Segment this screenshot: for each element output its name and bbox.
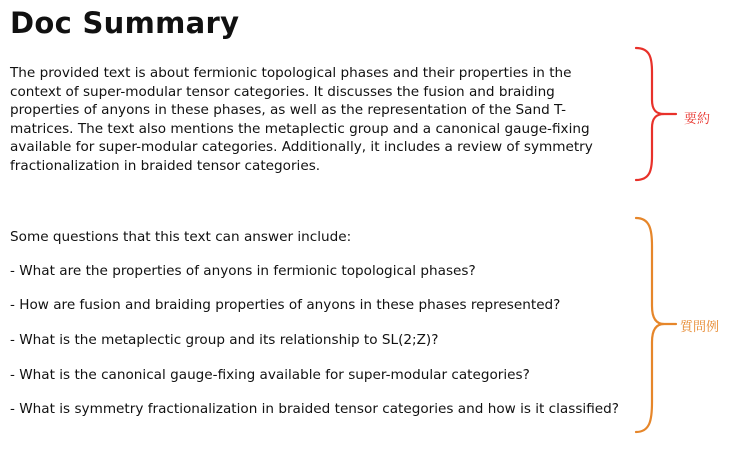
summary-text: The provided text is about fermionic topological phases and their properties in the context of super-modular tensor categories. It discusses the fusion and braiding properties of anyons in these phases, as well as the representation of the Sand T- matrices. The text also mentions the metaplectic group and a canonical gauge-fixing available for super-modular categories. Additionally, it includes a review of symmetry fractionalization in braided tensor categories. <box>10 65 593 174</box>
questions-tag: 質問例 <box>680 320 720 335</box>
questions-intro: Some questions that this text can answer include: <box>10 229 352 245</box>
question-item: - What is the metaplectic group and its relationship to SL(2;Z)? <box>10 332 439 348</box>
questions-brace-icon <box>630 214 680 436</box>
summary-brace-icon <box>630 44 680 184</box>
question-item: - What are the properties of anyons in fermionic topological phases? <box>10 263 476 279</box>
page-title: Doc Summary <box>10 6 240 40</box>
question-item: - How are fusion and braiding properties of anyons in these phases represented? <box>10 297 561 313</box>
question-item: - What is the canonical gauge-fixing available for super-modular categories? <box>10 367 530 383</box>
question-item: - What is symmetry fractionalization in braided tensor categories and how is it classified? <box>10 401 619 417</box>
summary-tag: 要約 <box>684 112 711 127</box>
